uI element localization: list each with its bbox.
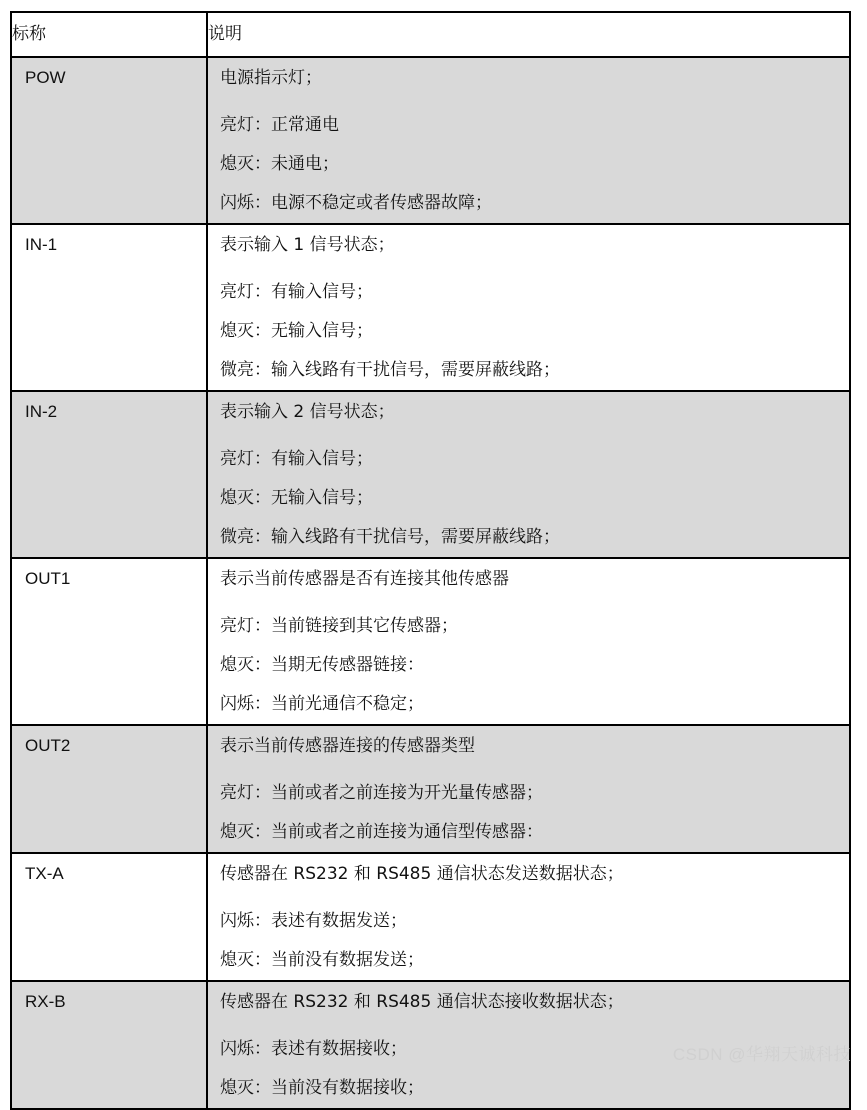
row-name-txa: TX-A [11,853,207,981]
row-name-pow: POW [11,57,207,224]
desc-line: 微亮：输入线路有干扰信号，需要屏蔽线路； [220,527,560,547]
row-desc [207,558,850,725]
table-row [11,391,850,558]
row-desc [207,391,850,558]
desc-line: 亮灯：当前链接到其它传感器； [220,616,458,636]
desc-line: 微亮：输入线路有干扰信号，需要屏蔽线路； [220,360,560,380]
row-name-in2: IN-2 [11,391,207,558]
desc-line: 电源指示灯； [220,68,322,88]
table-row [11,853,850,981]
table-row [11,725,850,853]
table-row [11,558,850,725]
desc-line: 闪烁：电源不稳定或者传感器故障； [220,193,492,213]
row-desc [207,224,850,391]
row-desc [207,725,850,853]
row-desc [207,57,850,224]
table-row [11,224,850,391]
desc-line: 闪烁：表述有数据接收； [220,1039,407,1059]
row-name-rxb: RX-B [11,981,207,1109]
indicator-table [10,11,851,1110]
desc-line: 熄灭：无输入信号； [220,321,373,341]
row-name-out1: OUT1 [11,558,207,725]
desc-line: 熄灭：当期无传感器链接： [220,655,424,675]
desc-line: 熄灭：当前或者之前连接为通信型传感器： [220,822,543,842]
desc-line: 亮灯：有输入信号； [220,449,373,469]
header-description: 说明 [207,12,850,57]
table-header-row [11,12,850,57]
desc-line: 熄灭：当前没有数据发送； [220,950,424,970]
desc-line: 闪烁：表述有数据发送； [220,911,407,931]
desc-line: 熄灭：当前没有数据接收； [220,1078,424,1098]
desc-line: 亮灯：正常通电 [220,115,339,135]
desc-line: 表示当前传感器是否有连接其他传感器 [220,569,509,589]
desc-line: 表示当前传感器连接的传感器类型 [220,736,475,756]
desc-line: 表示输入 1 信号状态； [220,235,395,255]
desc-line: 闪烁：当前光通信不稳定； [220,694,424,714]
desc-line: 熄灭：无输入信号； [220,488,373,508]
header-name: 标称 [11,12,207,57]
row-name-out2: OUT2 [11,725,207,853]
desc-line: 传感器在 RS232 和 RS485 通信状态接收数据状态； [220,992,624,1012]
table-row [11,57,850,224]
row-name-in1: IN-1 [11,224,207,391]
desc-line: 熄灭：未通电； [220,154,339,174]
desc-line: 亮灯：当前或者之前连接为开光量传感器； [220,783,543,803]
desc-line: 传感器在 RS232 和 RS485 通信状态发送数据状态； [220,864,624,884]
desc-line: 表示输入 2 信号状态； [220,402,395,422]
row-desc [207,853,850,981]
desc-line: 亮灯：有输入信号； [220,282,373,302]
watermark: CSDN @华翔天诚科技 [672,1045,851,1064]
